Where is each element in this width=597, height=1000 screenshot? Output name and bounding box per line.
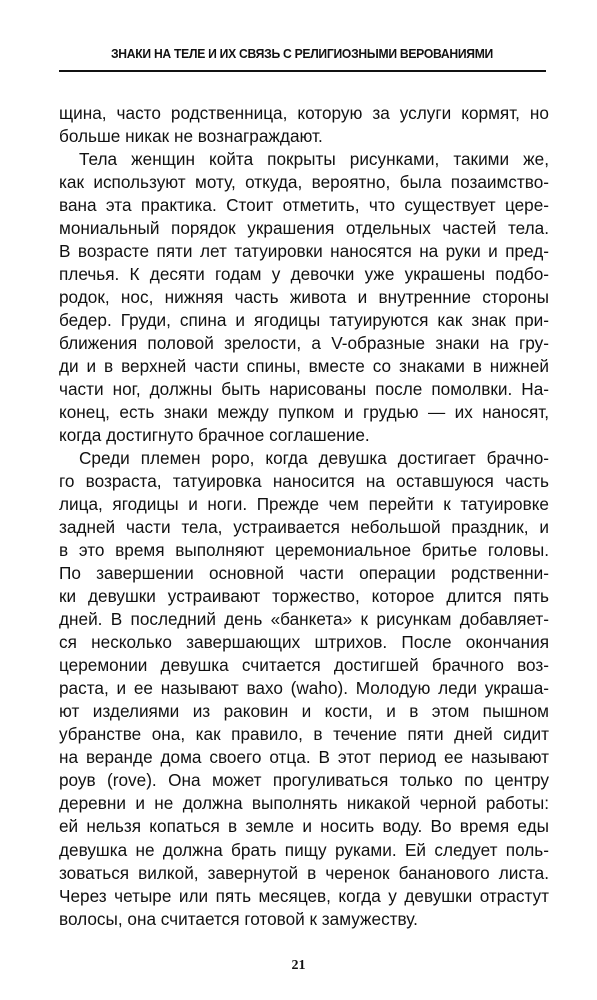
- text-line: ближения половой зрелости, а V-образные знаки на гру-: [59, 333, 549, 354]
- text-line: церемонии девушка считается достигшей брачного воз-: [59, 655, 549, 676]
- text-line: лица, ягодицы и ноги. Прежде чем перейти к татуировке: [59, 494, 549, 515]
- text-line: задней части тела, устраивается небольшой праздник, и: [59, 517, 549, 538]
- text-line: мониальный порядок украшения отдельных частей тела.: [59, 218, 549, 239]
- text-line: дней. В последний день «банкета» к рисункам добавляет-: [59, 609, 549, 630]
- text-line: По завершении основной части операции родственни-: [59, 563, 549, 584]
- paragraph: [59, 447, 549, 930]
- page-number: 21: [291, 958, 306, 973]
- paragraph: [59, 148, 549, 447]
- text-line: волосы, она считается готовой к замужеству.: [59, 908, 418, 929]
- text-line: бедер. Груди, спина и ягодицы татуируются как знак при-: [59, 310, 549, 331]
- text-line: ей нельзя копаться в земле и носить воду. Во время еды: [59, 816, 549, 837]
- text-line: плечья. К десяти годам у девочки уже украшены подбо-: [59, 264, 549, 285]
- text-line: вана эта практика. Стоит отметить, что существует цере-: [59, 195, 549, 216]
- text-line: Среди племен роро, когда девушка достигает брачно-: [79, 448, 549, 469]
- text-line: го возраста, татуировка наносится на оставшуюся часть: [59, 471, 549, 492]
- text-line: ют изделиями из раковин и кости, и в этом пышном: [59, 701, 549, 722]
- text-line: Через четыре или пять месяцев, когда у девушки отрастут: [59, 885, 549, 906]
- text-line: В возрасте пяти лет татуировки наносятся на руки и пред-: [59, 241, 549, 262]
- text-line: в это время выполняют церемониальное бритье головы.: [59, 540, 549, 561]
- text-line: убранстве она, как правило, в течение пяти дней сидит: [59, 724, 549, 745]
- text-line: конец, есть знаки между пупком и грудью — их наносят,: [59, 402, 549, 423]
- text-line: девушка не должна брать пищу руками. Ей следует поль-: [59, 839, 549, 860]
- text-line: ся несколько завершающих штрихов. После окончания: [59, 632, 549, 653]
- text-line: ди и в верхней части спины, вместе со знаками в нижней: [59, 356, 549, 377]
- text-line: родок, нос, нижняя часть живота и внутренние стороны: [59, 287, 549, 308]
- text-line: роув (rove). Она может прогуливаться только по центру: [59, 770, 549, 791]
- text-line: ки девушки устраивают торжество, которое длится пять: [59, 586, 549, 607]
- text-line: как используют моту, откуда, вероятно, была позаимство-: [59, 172, 549, 193]
- text-line: деревни и не должна выполнять никакой черной работы:: [59, 793, 549, 814]
- text-line: больше никак не вознаграждают.: [59, 126, 323, 147]
- text-line: щина, часто родственница, которую за услуги кормят, но: [59, 103, 549, 123]
- text-line: части ног, должны быть нарисованы после помолвки. На-: [59, 379, 549, 400]
- text-line: зоваться вилкой, завернутой в черенок бананового листа.: [59, 862, 549, 883]
- text-line: на веранде дома своего отца. В этот период ее называют: [59, 747, 549, 768]
- body-text: [59, 102, 549, 931]
- text-line: Тела женщин койта покрыты рисунками, такими же,: [79, 149, 549, 170]
- header-rule: [59, 70, 546, 72]
- running-title: ЗНАКИ НА ТЕЛЕ И ИХ СВЯЗЬ С РЕЛИГИОЗНЫМИ ВЕРОВАНИЯМИ: [110, 46, 494, 61]
- text-line: раста, и ее называют вахо (waho). Молодую леди украша-: [59, 678, 549, 699]
- paragraph: [59, 102, 549, 148]
- text-line: когда достигнуто брачное соглашение.: [59, 425, 370, 446]
